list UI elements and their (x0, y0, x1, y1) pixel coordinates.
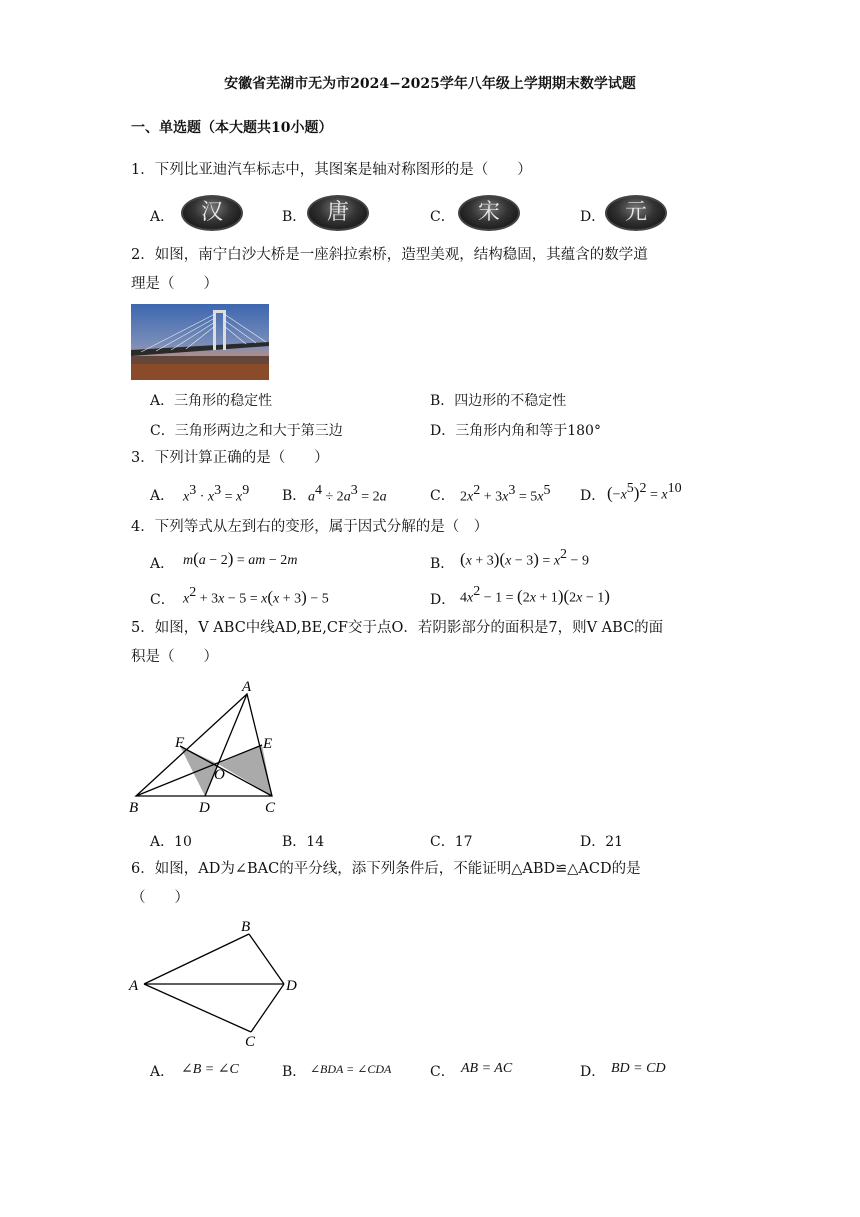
q6-option-d-formula: BD = CD (611, 1061, 666, 1076)
q5-option-c: C．17 (430, 834, 473, 850)
byd-han-logo-icon: 汉 (181, 195, 243, 231)
q4-option-d-formula: $4x^2 - 1 = (2x + 1)(2x - 1)$ (460, 584, 610, 606)
byd-song-logo-icon: 宋 (458, 195, 520, 231)
section-heading: 一、单选题（本大题共10小题） (131, 120, 333, 136)
q2-stem-line2: 理是（ ） (131, 276, 218, 292)
angle-bisector-figure (126, 912, 316, 1056)
q1-option-c-logo (458, 195, 520, 231)
q6-option-b-formula: ∠BDA = ∠CDA (310, 1062, 392, 1076)
q2-option-c: C．三角形两边之和大于第三边 (150, 423, 343, 439)
point-label-d: D (286, 978, 297, 994)
q2-option-d: D．三角形内角和等于180° (430, 423, 601, 439)
q6-option-c-formula: AB = AC (461, 1061, 513, 1076)
point-label-e: E (263, 736, 273, 752)
q2-option-b: B．四边形的不稳定性 (430, 393, 567, 409)
q6-stem (131, 855, 751, 913)
point-label-o: O (214, 767, 225, 783)
q1-option-d-logo (605, 195, 667, 231)
q6-option-d-label: D． (580, 1064, 606, 1080)
q3-stem: 3．下列计算正确的是（ ） (131, 450, 329, 466)
q1-option-a-logo (181, 195, 243, 231)
q3-option-b-label: B． (282, 488, 307, 504)
q4-option-c-label: C． (150, 592, 175, 608)
q1-stem: 1．下列比亚迪汽车标志中，其图案是轴对称图形的是（ ） (131, 162, 532, 178)
page-title: 安徽省芜湖市无为市2024−2025学年八年级上学期期末数学试题 (224, 76, 636, 92)
q3-option-a-label: A． (150, 488, 175, 504)
point-label-a: A (242, 679, 252, 695)
q1-option-b-logo (307, 195, 369, 231)
q5-stem-line2: 积是（ ） (131, 649, 218, 665)
point-label-b: B (129, 800, 139, 816)
q5-option-d: D．21 (580, 834, 624, 850)
point-label-f: F (175, 735, 185, 751)
q2-stem (131, 241, 751, 299)
bridge-photo (131, 304, 269, 380)
q6-stem-line1: 6．如图，AD为∠BAC的平分线，添下列条件后，不能证明△ABD≌△ACD的是 (131, 861, 641, 877)
point-label-d: D (199, 800, 210, 816)
q5-option-b: B．14 (282, 834, 325, 850)
point-label-b: B (241, 919, 251, 935)
q4-option-a-label: A． (150, 556, 175, 572)
q4-option-a-formula: m(a − 2) = am − 2m (183, 549, 298, 568)
q3-option-d-formula: $(-x^5)^2 = x^{10}$ (607, 481, 682, 503)
q6-stem-line2: （ ） (131, 890, 189, 906)
q6-option-a-formula: ∠B = ∠C (181, 1062, 239, 1077)
q4-option-c-formula: $x^2 + 3x - 5 = x(x + 3) - 5$ (183, 585, 329, 607)
q3-option-c-formula: $2x^2 + 3x^3 = 5x^5$ (460, 483, 551, 505)
q5-stem-line1: 5．如图，V ABC中线AD,BE,CF交于点O．若阴影部分的面积是7，则V ABC的面 (131, 620, 664, 636)
point-label-c: C (245, 1034, 256, 1050)
byd-yuan-logo-icon: 元 (605, 195, 667, 231)
triangle-medians-figure (126, 676, 286, 820)
q4-option-b-label: B． (430, 556, 455, 572)
q1-option-a-label: A． (150, 209, 175, 225)
q5-stem (131, 614, 751, 672)
q6-option-c-label: C． (430, 1064, 455, 1080)
byd-tang-logo-icon: 唐 (307, 195, 369, 231)
q3-option-d-label: D． (580, 488, 606, 504)
q3-option-c-label: C． (430, 488, 455, 504)
q6-option-a-label: A． (150, 1064, 175, 1080)
q4-stem: 4．下列等式从左到右的变形，属于因式分解的是（ ） (131, 519, 489, 535)
point-label-c: C (265, 800, 276, 816)
q4-option-b-formula: $(x + 3)(x - 3) = x^2 - 9$ (460, 547, 589, 569)
q3-option-b-formula: $a^4 \div 2a^3 = 2a$ (308, 483, 387, 505)
q1-option-b-label: B． (282, 209, 307, 225)
q2-option-a: A．三角形的稳定性 (150, 393, 273, 409)
q2-stem-line1: 2．如图，南宁白沙大桥是一座斜拉索桥，造型美观，结构稳固，其蕴含的数学道 (131, 247, 648, 263)
q1-option-c-label: C． (430, 209, 455, 225)
q4-option-d-label: D． (430, 592, 456, 608)
q3-option-a-formula: $x^3 \cdot x^3 = x^9$ (183, 483, 250, 505)
q6-option-b-label: B． (282, 1064, 307, 1080)
q5-option-a: A．10 (150, 834, 192, 850)
point-label-a: A (129, 978, 139, 994)
q1-option-d-label: D． (580, 209, 606, 225)
